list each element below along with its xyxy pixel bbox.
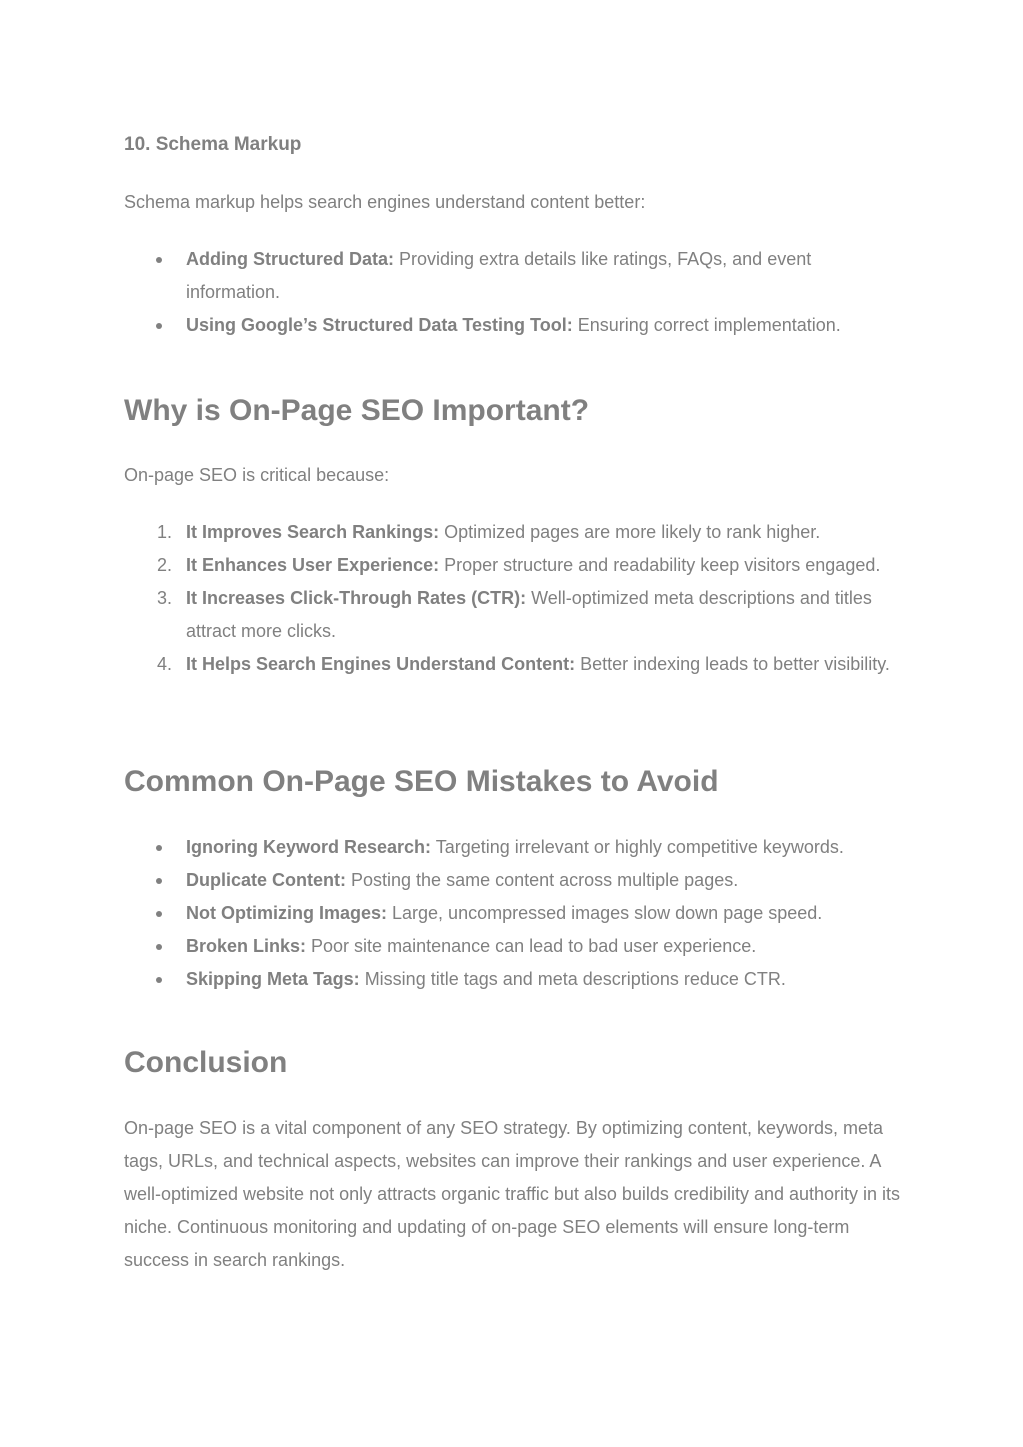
bullet-icon <box>156 257 162 263</box>
schema-intro: Schema markup helps search engines understand content better: <box>124 192 646 212</box>
list-item: Using Google’s Structured Data Testing Tool: Ensuring correct implementation. <box>124 309 904 342</box>
bullet-icon <box>156 944 162 950</box>
section-heading-mistakes: Common On-Page SEO Mistakes to Avoid <box>124 765 719 798</box>
list-item: Not Optimizing Images: Large, uncompressed images slow down page speed. <box>124 897 904 930</box>
schema-list <box>124 243 904 342</box>
bullet-icon <box>156 977 162 983</box>
list-item: Duplicate Content: Posting the same content across multiple pages. <box>124 864 904 897</box>
bullet-icon <box>156 845 162 851</box>
bullet-icon <box>156 323 162 329</box>
list-number: 2. <box>156 555 172 575</box>
why-list <box>124 516 904 681</box>
why-intro: On-page SEO is critical because: <box>124 465 390 485</box>
list-item: 1. It Improves Search Rankings: Optimized pages are more likely to rank higher. <box>124 516 904 549</box>
list-item: 2. It Enhances User Experience: Proper structure and readability keep visitors engaged. <box>124 549 904 582</box>
list-item: Adding Structured Data: Providing extra details like ratings, FAQs, and event information. <box>124 243 904 309</box>
list-item: 3. It Increases Click-Through Rates (CTR): Well-optimized meta descriptions and titles attract more clicks. <box>124 582 904 648</box>
bullet-icon <box>156 911 162 917</box>
list-number: 3. <box>156 588 172 608</box>
list-number: 1. <box>156 522 172 542</box>
list-item: Skipping Meta Tags: Missing title tags and meta descriptions reduce CTR. <box>124 963 904 996</box>
bullet-icon <box>156 878 162 884</box>
list-item: 4. It Helps Search Engines Understand Content: Better indexing leads to better visibility. <box>124 648 904 681</box>
conclusion-text: On-page SEO is a vital component of any SEO strategy. By optimizing content, keywords, meta tags, URLs, and technical aspects, websites can improve their rankings and user experience. A well-optimized website not only attracts organic traffic but also builds credibility and authority in its niche. Continuous monitoring and updating of on-page SEO elements will ensure long-term success in search rankings. <box>124 1118 901 1270</box>
section-heading-why: Why is On-Page SEO Important? <box>124 394 590 427</box>
mistakes-list <box>124 831 904 996</box>
section-heading-schema: 10. Schema Markup <box>124 134 302 155</box>
section-heading-conclusion: Conclusion <box>124 1046 288 1079</box>
list-item: Broken Links: Poor site maintenance can lead to bad user experience. <box>124 930 904 963</box>
list-number: 4. <box>156 654 172 674</box>
list-item: Ignoring Keyword Research: Targeting irrelevant or highly competitive keywords. <box>124 831 904 864</box>
